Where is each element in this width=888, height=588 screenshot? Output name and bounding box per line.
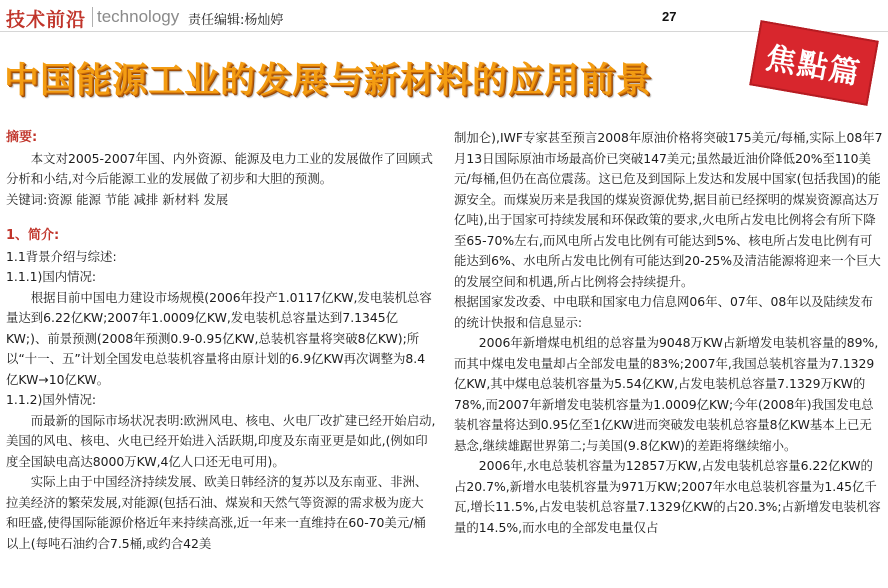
paragraph-sources: 根据国家发改委、中电联和国家电力信息网06年、07年、08年以及陆续发布的统计快报和信息显示:: [454, 294, 874, 330]
subsection-heading-foreign: 1.1.2)国外情况:: [6, 392, 97, 407]
spacer: [6, 210, 436, 218]
page-header: [0, 0, 888, 34]
abstract-text: 本文对2005-2007年国、内外资源、能源及电力工业的发展做作了回顾式分析和小结,对今后能源工业的发展做了初步和大胆的预测。: [6, 150, 433, 186]
subsection-heading: 1.1背景介绍与综述:: [6, 248, 117, 264]
section-heading: 1、简介:: [6, 228, 60, 243]
brand-subtitle: technology: [92, 7, 179, 27]
paragraph-hydro-stats: 2006年,水电总装机容量为12857万KW,占发电装机总容量6.22亿KW的占20.7%,新增水电装机容量为971万KW;2007年水电总装机容量为1.45亿千瓦,增长11.5%,占发电装机总容量7.1329亿KW的占20.3%;占新增发电装机容量的14.5%,而水电的全部发电量仅占: [454, 458, 881, 535]
paragraph-coal-stats: 2006年新增煤电机组的总容量为9048万KW占新增发电装机容量的89%,而其中煤电发电量却占全部发电量的83%;2007年,我国总装机容量为7.1329亿KW,其中煤电总装机容量为5.54亿KW,占发电装机总容量7.1329万KW的78%,而2007年新增发电装机容量为1.0009亿KW;今年(2008年)我国发电总装机容量将达到0.95亿至1亿KW进而突破发电装机总容量8亿KW基本上已无悬念,继续雄踞世界第二;与美国(9.8亿KW)的差距将继续缩小。: [454, 335, 879, 453]
header-divider: [0, 31, 888, 32]
editor-credit: 责任编辑:杨灿婷: [188, 13, 284, 28]
page-number: 27: [662, 9, 677, 24]
stamp-label: 焦點篇: [763, 40, 864, 93]
paragraph-foreign: 而最新的国际市场状况表明:欧洲风电、核电、火电厂改扩建已经开始启动,美国的风电、核电、火电已经开始进入活跃期,印度及东南亚更是如此,(例如印度全国缺电高达8000万KW,4亿人口还无电可用)。: [6, 412, 436, 469]
keywords: 关键词:资源 能源 节能 减排 新材料 发展: [6, 191, 229, 207]
article-title: 中国能源工业的发展与新材料的应用前景: [4, 61, 653, 101]
brand-title: 技术前沿: [6, 9, 87, 31]
paragraph-economy: 实际上由于中国经济持续发展、欧美日韩经济的复苏以及东南亚、非洲、拉美经济的繁荣发展,对能源(包括石油、煤炭和天然气等资源的需求极为庞大和旺盛,使得国际能源价格近年来持续高涨,近一年来一直维持在60-70美元/桶以上(每吨石油约合7.5桶,或约合42美: [6, 474, 428, 551]
left-column: [6, 128, 436, 554]
subsection-heading-domestic: 1.1.1)国内情况:: [6, 269, 97, 284]
paragraph-domestic: 根据目前中国电力建设市场规模(2006年投产1.0117亿KW,发电装机总容量达到6.22亿KW;2007年1.0009亿KW,发电装机总容量达到7.1345亿KW;)、前景预测(2008年预测0.9-0.95亿KW,总装机容量将突破8亿KW);所以“十一、五”计划全国发电总装机容量将由原计划的6.9亿KW再次调整为8.4亿KW→10亿KW。: [6, 289, 432, 387]
paragraph-oil-coal: 制加仑),IWF专家甚至预言2008年原油价格将突破175美元/每桶,实际上08年7月13日国际原油市场最高价已突破147美元;虽然最近油价降低20%至110美元/每桶,但仍在高位震荡。这已危及到国际上发达和发展中国家(包括我国)的能源安全。而煤炭历来是我国的煤炭资源优势,据目前已经探明的煤炭资源高达万亿吨),出于国家可持续发展和环保政策的要求,火电所占发电比例将会有所下降至65-70%左右,而风电所占发电比例有可能达到5%、核电所占发电比例有可能达到6%、水电所占发电比例有可能达到20-25%及清洁能源将迎来一个巨大的发展空间和机遇,所占比例将会持续提升。: [454, 130, 883, 289]
abstract-label: 摘要:: [6, 130, 38, 145]
right-column: [454, 128, 884, 538]
